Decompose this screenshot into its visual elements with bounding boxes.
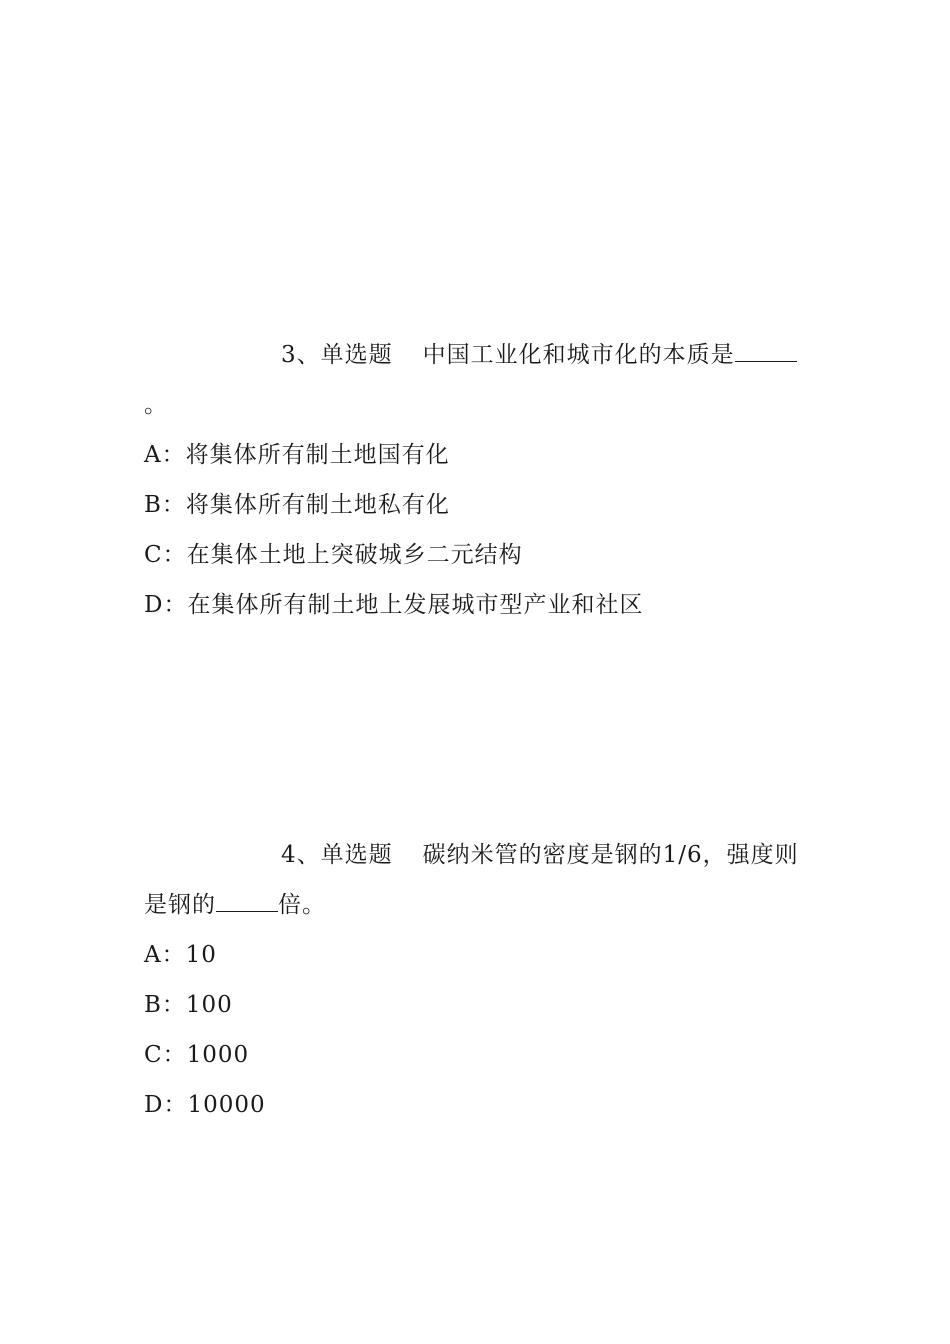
option-letter: D — [144, 592, 164, 618]
stem-text: 中国工业化和城市化的本质是 — [422, 342, 735, 368]
option-text: 将集体所有制土地私有化 — [185, 492, 450, 518]
option-letter: C — [144, 542, 163, 568]
option-letter: B — [144, 492, 162, 518]
answer-blank — [735, 339, 797, 362]
option-c[interactable] — [144, 530, 810, 580]
option-a[interactable] — [144, 930, 810, 980]
question-3 — [144, 330, 810, 630]
option-separator: ： — [162, 542, 187, 568]
option-separator: ： — [163, 592, 188, 618]
answer-blank — [216, 889, 278, 912]
option-separator: ： — [163, 1092, 188, 1118]
option-text: 将集体所有制土地国有化 — [185, 442, 450, 468]
option-text: 在集体所有制土地上发展城市型产业和社区 — [187, 592, 644, 618]
option-b[interactable] — [144, 480, 810, 530]
stem-text: 碳纳米管的密度是钢的1/6，强度则是钢的 — [144, 842, 799, 918]
option-separator: ： — [162, 1042, 187, 1068]
option-letter: C — [144, 1042, 163, 1068]
option-separator: ： — [161, 992, 186, 1018]
question-number: 3、 — [281, 342, 321, 368]
stem-text-end: 倍。 — [278, 892, 326, 918]
question-type: 单选题 — [320, 342, 393, 368]
stem-text-end: 。 — [144, 392, 168, 418]
option-separator: ： — [161, 942, 186, 968]
option-letter: B — [144, 992, 162, 1018]
option-text: 100 — [185, 992, 233, 1018]
option-c[interactable] — [144, 1030, 810, 1080]
option-list — [144, 430, 810, 630]
option-letter: A — [144, 942, 162, 968]
option-text: 在集体土地上突破城乡二元结构 — [186, 542, 523, 568]
option-text: 10 — [185, 942, 217, 968]
option-d[interactable] — [144, 580, 810, 630]
option-list — [144, 930, 810, 1130]
option-separator: ： — [161, 442, 186, 468]
question-type: 单选题 — [320, 842, 393, 868]
option-text: 10000 — [187, 1092, 266, 1118]
option-b[interactable] — [144, 980, 810, 1030]
question-number: 4、 — [281, 842, 321, 868]
option-letter: A — [144, 442, 162, 468]
option-letter: D — [144, 1092, 164, 1118]
question-stem — [144, 330, 810, 430]
question-stem — [144, 830, 810, 930]
option-separator: ： — [161, 492, 186, 518]
option-text: 1000 — [186, 1042, 250, 1068]
option-d[interactable] — [144, 1080, 810, 1130]
question-4 — [144, 830, 810, 1130]
option-a[interactable] — [144, 430, 810, 480]
